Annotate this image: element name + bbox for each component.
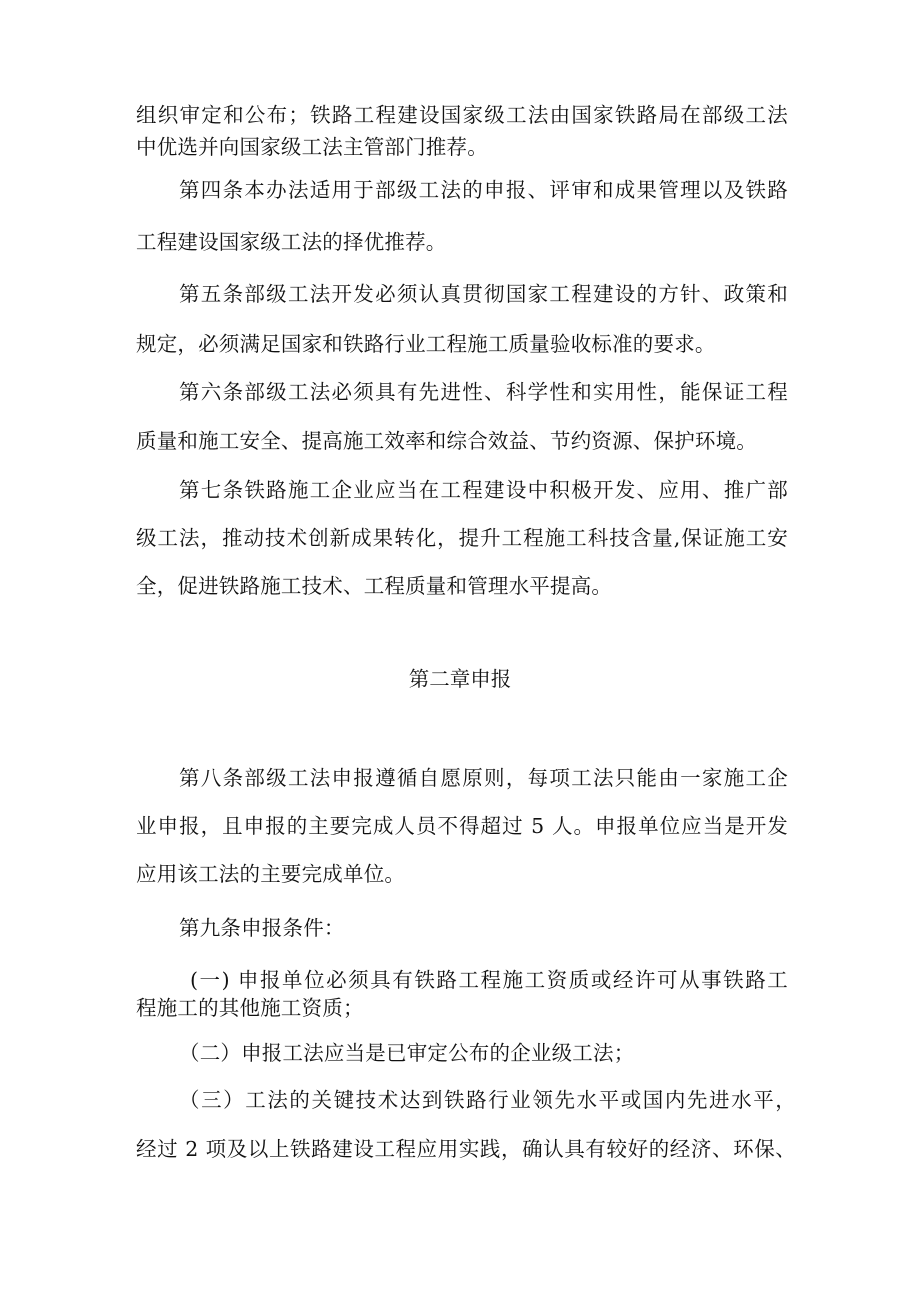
article-7-line: 级工法，推动技术创新成果转化，提升工程施工科技含量,保证施工安 <box>136 526 788 550</box>
paragraph-line: 中优选并向国家级工法主管部门推荐。 <box>136 135 488 159</box>
article-8-line: 应用该工法的主要完成单位。 <box>136 862 406 886</box>
article-6-line: 质量和施工安全、提高施工效率和综合效益、节约资源、保护环境。 <box>136 429 757 453</box>
article-5-line: 规定，必须满足国家和铁路行业工程施工质量验收标准的要求。 <box>136 332 716 356</box>
condition-3-line: （三）工法的关键技术达到铁路行业领先水平或国内先进水平， <box>179 1088 796 1112</box>
article-8-line: 第八条部级工法申报遵循自愿原则，每项工法只能由一家施工企 <box>179 766 788 790</box>
article-7-line: 全，促进铁路施工技术、工程质量和管理水平提高。 <box>136 574 613 598</box>
condition-2-line: （二）申报工法应当是已审定公布的企业级工法； <box>179 1041 635 1065</box>
article-9-line: 第九条申报条件： <box>179 916 345 940</box>
paragraph-line: 组织审定和公布；铁路工程建设国家级工法由国家铁路局在部级工法 <box>136 103 788 127</box>
article-4-line: 工程建设国家级工法的择优推荐。 <box>136 230 447 254</box>
article-8-line: 业申报，且申报的主要完成人员不得超过 5 人。申报单位应当是开发 <box>136 814 788 838</box>
chapter-title: 第二章申报 <box>408 667 512 691</box>
article-6-line: 第六条部级工法必须具有先进性、科学性和实用性，能保证工程 <box>179 380 788 404</box>
article-7-line: 第七条铁路施工企业应当在工程建设中积极开发、应用、推广部 <box>179 478 788 502</box>
condition-3-line: 经过 2 项及以上铁路建设工程应用实践，确认具有较好的经济、环保、 <box>136 1137 796 1161</box>
article-5-line: 第五条部级工法开发必须认真贯彻国家工程建设的方针、政策和 <box>179 282 788 306</box>
article-4-line: 第四条本办法适用于部级工法的申报、评审和成果管理以及铁路 <box>179 178 788 202</box>
condition-1-line: 程施工的其他施工资质； <box>136 996 364 1020</box>
condition-1-line: (一) 申报单位必须具有铁路工程施工资质或经许可从事铁路工 <box>190 968 788 992</box>
